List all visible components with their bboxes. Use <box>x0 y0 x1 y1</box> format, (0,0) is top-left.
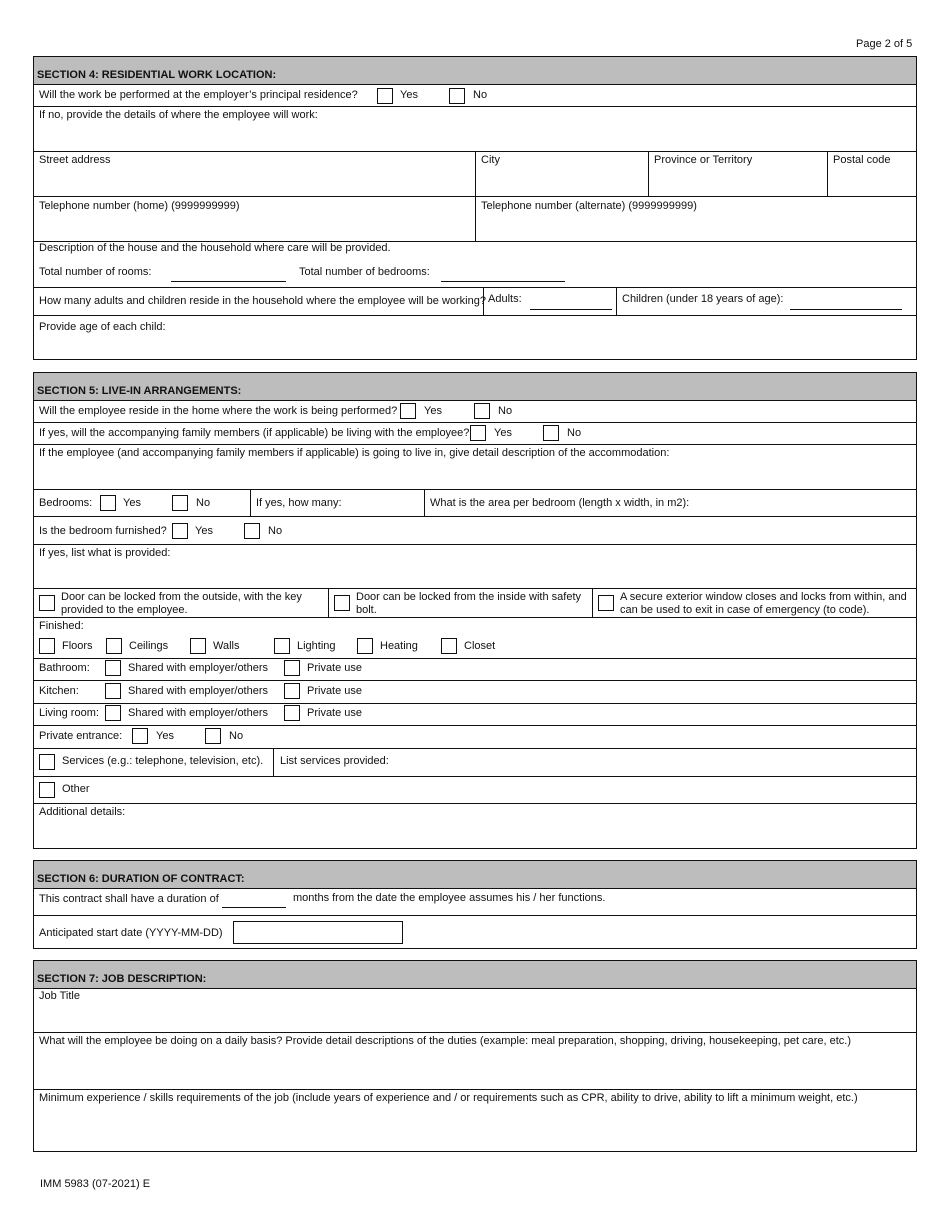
province-field[interactable]: Province or Territory <box>654 154 753 166</box>
reside-question: Will the employee reside in the home where the work is being performed? <box>39 405 398 417</box>
child-ages-field[interactable]: Provide age of each child: <box>39 321 166 333</box>
section-5 <box>33 372 917 849</box>
finish-closet-checkbox[interactable] <box>441 638 457 654</box>
total-bedrooms-input[interactable] <box>441 281 565 282</box>
section-4-heading: SECTION 4: RESIDENTIAL WORK LOCATION: <box>34 57 916 85</box>
bedrooms-no-checkbox[interactable] <box>172 495 188 511</box>
bathroom-private-checkbox[interactable] <box>284 660 300 676</box>
start-date-input[interactable] <box>233 921 403 944</box>
kitchen-label: Kitchen: <box>39 685 79 697</box>
finish-closet-label: Closet <box>464 640 496 652</box>
job-title-field[interactable]: Job Title <box>39 990 80 1002</box>
bathroom-shared-label: Shared with employer/others <box>128 662 269 674</box>
duration-text-a: This contract shall have a duration of <box>39 893 219 905</box>
family-yes-checkbox[interactable] <box>470 425 486 441</box>
minimum-requirements-field[interactable]: Minimum experience / skills requirements of the job (include years of experience and / or requirements such as CPR, ability to drive, ability to lift a minimum weight, etc.) <box>39 1092 858 1104</box>
street-address-field[interactable]: Street address <box>39 154 111 166</box>
total-bedrooms-label: Total number of bedrooms: <box>299 266 430 278</box>
finish-heating-label: Heating <box>380 640 418 652</box>
entrance-no-label: No <box>229 730 244 742</box>
door-outside-checkbox[interactable] <box>39 595 55 611</box>
living-private-checkbox[interactable] <box>284 705 300 721</box>
living-shared-checkbox[interactable] <box>105 705 121 721</box>
family-question: If yes, will the accompanying family members (if applicable) be living with the employee? <box>39 427 470 439</box>
door-inside-checkbox[interactable] <box>334 595 350 611</box>
household-residents-question: How many adults and children reside in the household where the employee will be working? <box>39 295 486 307</box>
adults-input[interactable] <box>530 309 612 310</box>
kitchen-private-label: Private use <box>307 685 363 697</box>
kitchen-shared-label: Shared with employer/others <box>128 685 269 697</box>
principal-no-label: No <box>473 89 488 101</box>
telephone-alternate-field[interactable]: Telephone number (alternate) (9999999999) <box>481 200 697 212</box>
daily-duties-field[interactable]: What will the employee be doing on a daily basis? Provide detail descriptions of the duties (example: meal preparation, shopping, driving, housekeeping, pet care, etc.) <box>39 1035 852 1047</box>
postal-code-field[interactable]: Postal code <box>833 154 891 166</box>
reside-no-checkbox[interactable] <box>474 403 490 419</box>
section-7 <box>33 960 917 1152</box>
additional-details-field[interactable]: Additional details: <box>39 806 126 818</box>
principal-residence-question: Will the work be performed at the employer’s principal residence? <box>39 89 358 101</box>
living-private-label: Private use <box>307 707 363 719</box>
form-code-footer: IMM 5983 (07-2021) E <box>40 1178 151 1190</box>
reside-yes-checkbox[interactable] <box>400 403 416 419</box>
furnished-question: Is the bedroom furnished? <box>39 525 167 537</box>
services-list-field[interactable]: List services provided: <box>280 755 389 767</box>
family-yes-label: Yes <box>494 427 512 439</box>
furnished-yes-checkbox[interactable] <box>172 523 188 539</box>
services-label: Services (e.g.: telephone, television, etc). <box>62 755 264 767</box>
section-5-heading: SECTION 5: LIVE-IN ARRANGEMENTS: <box>34 373 916 401</box>
principal-no-checkbox[interactable] <box>449 88 465 104</box>
telephone-home-field[interactable]: Telephone number (home) (9999999999) <box>39 200 240 212</box>
family-no-checkbox[interactable] <box>543 425 559 441</box>
duration-months-input[interactable] <box>222 907 286 908</box>
living-room-label: Living room: <box>39 707 99 719</box>
kitchen-private-checkbox[interactable] <box>284 683 300 699</box>
private-entrance-label: Private entrance: <box>39 730 123 742</box>
entrance-no-checkbox[interactable] <box>205 728 221 744</box>
house-description-label: Description of the house and the household where care will be provided. <box>39 242 391 254</box>
section-6-heading: SECTION 6: DURATION OF CONTRACT: <box>34 861 916 889</box>
furnished-no-checkbox[interactable] <box>244 523 260 539</box>
city-field[interactable]: City <box>481 154 500 166</box>
family-no-label: No <box>567 427 582 439</box>
finish-floors-checkbox[interactable] <box>39 638 55 654</box>
reside-no-label: No <box>498 405 513 417</box>
adults-label: Adults: <box>488 293 522 305</box>
finish-heating-checkbox[interactable] <box>357 638 373 654</box>
bathroom-label: Bathroom: <box>39 662 90 674</box>
principal-yes-label: Yes <box>400 89 418 101</box>
bedrooms-yes-checkbox[interactable] <box>100 495 116 511</box>
living-shared-label: Shared with employer/others <box>128 707 269 719</box>
section-4 <box>33 56 917 360</box>
duration-text-b: months from the date the employee assumes his / her functions. <box>293 892 606 904</box>
accommodation-description-field[interactable]: If the employee (and accompanying family members if applicable) is going to live in, give detail description of the accommodation: <box>39 447 670 459</box>
door-outside-label: Door can be locked from the outside, with the key provided to the employee. <box>61 591 302 616</box>
furnished-yes-label: Yes <box>195 525 213 537</box>
children-label: Children (under 18 years of age): <box>622 293 784 305</box>
finish-lighting-checkbox[interactable] <box>274 638 290 654</box>
kitchen-shared-checkbox[interactable] <box>105 683 121 699</box>
page-number: Page 2 of 5 <box>856 38 913 50</box>
principal-yes-checkbox[interactable] <box>377 88 393 104</box>
bathroom-private-label: Private use <box>307 662 363 674</box>
bedrooms-no-label: No <box>196 497 211 509</box>
finish-walls-label: Walls <box>213 640 240 652</box>
other-label: Other <box>62 783 90 795</box>
finish-walls-checkbox[interactable] <box>190 638 206 654</box>
services-checkbox[interactable] <box>39 754 55 770</box>
finish-ceilings-label: Ceilings <box>129 640 169 652</box>
provided-items-field[interactable]: If yes, list what is provided: <box>39 547 171 559</box>
entrance-yes-label: Yes <box>156 730 174 742</box>
section-6 <box>33 860 917 949</box>
total-rooms-input[interactable] <box>171 281 286 282</box>
bedrooms-how-many-field[interactable]: If yes, how many: <box>256 497 342 509</box>
children-input[interactable] <box>790 309 902 310</box>
bedroom-area-field[interactable]: What is the area per bedroom (length x width, in m2): <box>430 497 690 509</box>
if-no-details: If no, provide the details of where the employee will work: <box>39 109 318 121</box>
furnished-no-label: No <box>268 525 283 537</box>
bedrooms-yes-label: Yes <box>123 497 141 509</box>
door-inside-label: Door can be locked from the inside with safety bolt. <box>356 591 582 616</box>
finish-ceilings-checkbox[interactable] <box>106 638 122 654</box>
finish-lighting-label: Lighting <box>297 640 336 652</box>
other-checkbox[interactable] <box>39 782 55 798</box>
total-rooms-label: Total number of rooms: <box>39 266 152 278</box>
window-checkbox[interactable] <box>598 595 614 611</box>
finish-floors-label: Floors <box>62 640 93 652</box>
section-7-heading: SECTION 7: JOB DESCRIPTION: <box>34 961 916 989</box>
bedrooms-label: Bedrooms: <box>39 497 93 509</box>
entrance-yes-checkbox[interactable] <box>132 728 148 744</box>
start-date-label: Anticipated start date (YYYY-MM-DD) <box>39 927 223 939</box>
bathroom-shared-checkbox[interactable] <box>105 660 121 676</box>
finished-label: Finished: <box>39 620 84 632</box>
window-label: A secure exterior window closes and locks from within, and can be used to exit in case of emergency (to code). <box>620 591 907 616</box>
reside-yes-label: Yes <box>424 405 442 417</box>
